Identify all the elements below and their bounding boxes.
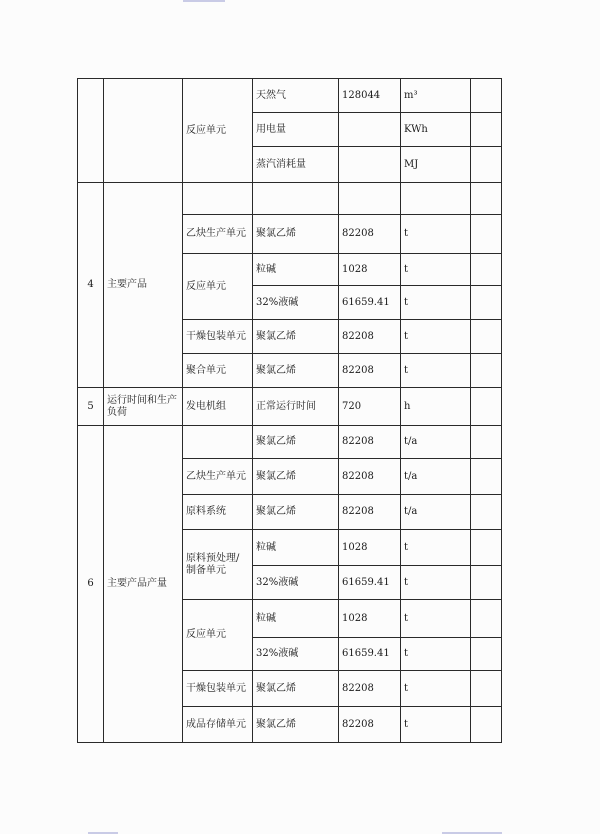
item-cell: 32%液碱 [253, 566, 339, 600]
item-cell: 用电量 [253, 113, 339, 147]
unit-cell: 反应单元 [183, 79, 253, 183]
value-cell: 82208 [339, 671, 401, 707]
item-cell: 聚氯乙烯 [253, 215, 339, 254]
item-cell: 天然气 [253, 79, 339, 113]
unit-cell: 反应单元 [183, 600, 253, 671]
item-cell: 蒸汽消耗量 [253, 147, 339, 183]
unit-cell: 发电机组 [183, 388, 253, 426]
category-cell: 主要产品产量 [104, 426, 183, 743]
unit-cell: 干燥包装单元 [183, 320, 253, 354]
blank-cell [471, 354, 502, 388]
value-cell: 82208 [339, 707, 401, 743]
blank-cell [471, 286, 502, 320]
measure-cell: t/a [401, 426, 471, 459]
measure-cell: m³ [401, 79, 471, 113]
measure-cell: MJ [401, 147, 471, 183]
unit-cell: 原料系统 [183, 495, 253, 530]
unit-cell: 反应单元 [183, 254, 253, 320]
table-row [78, 79, 502, 113]
blank-cell [471, 426, 502, 459]
category-cell: 主要产品 [104, 183, 183, 388]
value-cell: 61659.41 [339, 566, 401, 600]
item-cell: 聚氯乙烯 [253, 354, 339, 388]
measure-cell: KWh [401, 113, 471, 147]
scan-mark-top [183, 0, 225, 2]
blank-cell [471, 147, 502, 183]
item-cell: 粒碱 [253, 600, 339, 638]
value-cell [339, 147, 401, 183]
value-cell [339, 183, 401, 215]
item-cell: 聚氯乙烯 [253, 459, 339, 495]
value-cell: 720 [339, 388, 401, 426]
item-cell: 粒碱 [253, 530, 339, 566]
unit-cell: 聚合单元 [183, 354, 253, 388]
section-number-cell: 6 [78, 426, 104, 743]
measure-cell [401, 183, 471, 215]
measure-cell: t [401, 638, 471, 671]
item-cell: 粒碱 [253, 254, 339, 286]
value-cell: 82208 [339, 354, 401, 388]
measure-cell: t [401, 566, 471, 600]
value-cell: 82208 [339, 320, 401, 354]
item-cell: 32%液碱 [253, 638, 339, 671]
value-cell [339, 113, 401, 147]
category-cell [104, 79, 183, 183]
product-data-table [77, 78, 502, 743]
blank-cell [471, 707, 502, 743]
section-number-cell: 5 [78, 388, 104, 426]
blank-cell [471, 113, 502, 147]
value-cell: 61659.41 [339, 638, 401, 671]
value-cell: 82208 [339, 459, 401, 495]
measure-cell: t [401, 286, 471, 320]
blank-cell [471, 638, 502, 671]
measure-cell: h [401, 388, 471, 426]
measure-cell: t [401, 254, 471, 286]
blank-cell [471, 671, 502, 707]
unit-cell: 乙炔生产单元 [183, 459, 253, 495]
unit-cell: 成品存储单元 [183, 707, 253, 743]
item-cell: 32%液碱 [253, 286, 339, 320]
table-row [78, 426, 502, 459]
blank-cell [471, 183, 502, 215]
category-cell: 运行时间和生产负荷 [104, 388, 183, 426]
value-cell: 61659.41 [339, 286, 401, 320]
item-cell: 聚氯乙烯 [253, 426, 339, 459]
measure-cell: t [401, 707, 471, 743]
value-cell: 1028 [339, 530, 401, 566]
section-number-cell: 4 [78, 183, 104, 388]
measure-cell: t [401, 320, 471, 354]
measure-cell: t [401, 530, 471, 566]
table-row [78, 183, 502, 215]
blank-cell [471, 388, 502, 426]
value-cell: 82208 [339, 215, 401, 254]
item-cell: 正常运行时间 [253, 388, 339, 426]
measure-cell: t [401, 600, 471, 638]
measure-cell: t/a [401, 459, 471, 495]
blank-cell [471, 320, 502, 354]
table-row [78, 388, 502, 426]
unit-cell: 乙炔生产单元 [183, 215, 253, 254]
unit-cell: 原料预处理/制备单元 [183, 530, 253, 600]
measure-cell: t/a [401, 495, 471, 530]
item-cell: 聚氯乙烯 [253, 671, 339, 707]
value-cell: 1028 [339, 600, 401, 638]
value-cell: 1028 [339, 254, 401, 286]
measure-cell: t [401, 354, 471, 388]
value-cell: 82208 [339, 426, 401, 459]
blank-cell [471, 600, 502, 638]
unit-cell [183, 183, 253, 215]
blank-cell [471, 566, 502, 600]
blank-cell [471, 215, 502, 254]
value-cell: 82208 [339, 495, 401, 530]
section-number-cell [78, 79, 104, 183]
item-cell: 聚氯乙烯 [253, 495, 339, 530]
item-cell: 聚氯乙烯 [253, 707, 339, 743]
unit-cell [183, 426, 253, 459]
measure-cell: t [401, 671, 471, 707]
measure-cell: t [401, 215, 471, 254]
value-cell: 128044 [339, 79, 401, 113]
item-cell [253, 183, 339, 215]
unit-cell: 干燥包装单元 [183, 671, 253, 707]
blank-cell [471, 254, 502, 286]
item-cell: 聚氯乙烯 [253, 320, 339, 354]
blank-cell [471, 459, 502, 495]
blank-cell [471, 495, 502, 530]
blank-cell [471, 79, 502, 113]
blank-cell [471, 530, 502, 566]
